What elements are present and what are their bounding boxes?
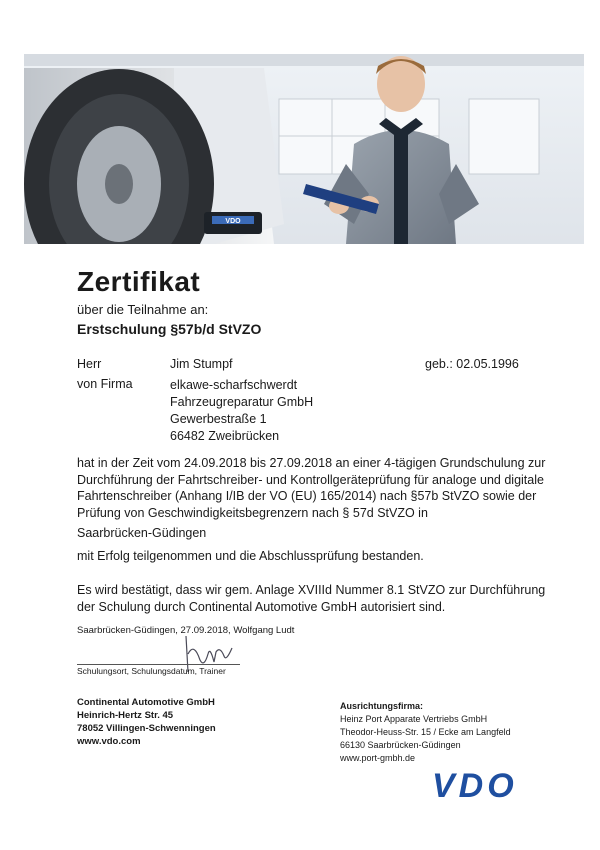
organizer-label: Ausrichtungsfirma: [340,701,424,711]
company-label: von Firma [77,377,133,391]
vdo-logo-text: VDO [432,768,518,800]
signature-caption: Schulungsort, Schulungsdatum, Trainer [77,666,226,676]
company-line: elkawe-scharfschwerdt [170,378,298,392]
issuer-name: Continental Automotive GmbH [77,697,215,708]
issuer-city: 78052 Villingen-Schwenningen [77,723,216,734]
certificate-title: Zertifikat [77,266,201,297]
signature-line [77,664,240,665]
signature-image [180,632,250,687]
device-label: VDO [225,218,241,225]
result-statement: mit Erfolg teilgenommen und die Abschlussprüfung bestanden. [77,549,424,563]
company-line: Gewerbestraße 1 [170,412,267,426]
training-location: Saarbrücken-Güdingen [77,526,207,540]
organizer-web: www.port-gmbh.de [340,753,416,763]
training-description: hat in der Zeit vom 24.09.2018 bis 27.09.2018 an einer 4-tägigen Grundschulung zur Durchführung der Fahrtschreiber- und Kontrollgeräteprüfung für analoge und digitale Fahrtenschreiber (Anhang I/IB der VO (EU) 165/2014) nach §57b StVZO sowie der Prüfung von Geschwindigkeitsbegrenzern nach § 57d StVZO in [77,456,546,520]
certificate-subtitle: über die Teilnahme an: [77,302,209,317]
organizer-city: 66130 Saarbrücken-Güdingen [340,740,461,750]
birth-date: geb.: 02.05.1996 [425,357,519,371]
hero-photo [24,54,584,244]
hero-illustration [24,54,584,244]
organizer-name: Heinz Port Apparate Vertriebs GmbH [340,714,488,724]
company-line: 66482 Zweibrücken [170,429,280,443]
participant-name: Jim Stumpf [170,357,233,371]
organizer-street: Theodor-Heuss-Str. 15 / Ecke am Langfeld [340,727,511,737]
company-line: Fahrzeugreparatur GmbH [170,395,314,409]
issuer-address [77,696,216,748]
vdo-logo [430,768,560,805]
signature-place-date: Saarbrücken-Güdingen, 27.09.2018, Wolfgang Ludt [77,625,295,636]
issuer-web: www.vdo.com [77,736,141,747]
company-address [170,377,313,445]
salutation-label: Herr [77,357,102,371]
organizer-address [340,700,511,765]
course-title: Erstschulung §57b/d StVZO [77,321,262,337]
authorization-statement: Es wird bestätigt, dass wir gem. Anlage XVIIId Nummer 8.1 StVZO zur Durchführung der Schulung durch Continental Automotive GmbH autorisiert sind. [77,583,546,614]
issuer-street: Heinrich-Hertz Str. 45 [77,710,174,721]
